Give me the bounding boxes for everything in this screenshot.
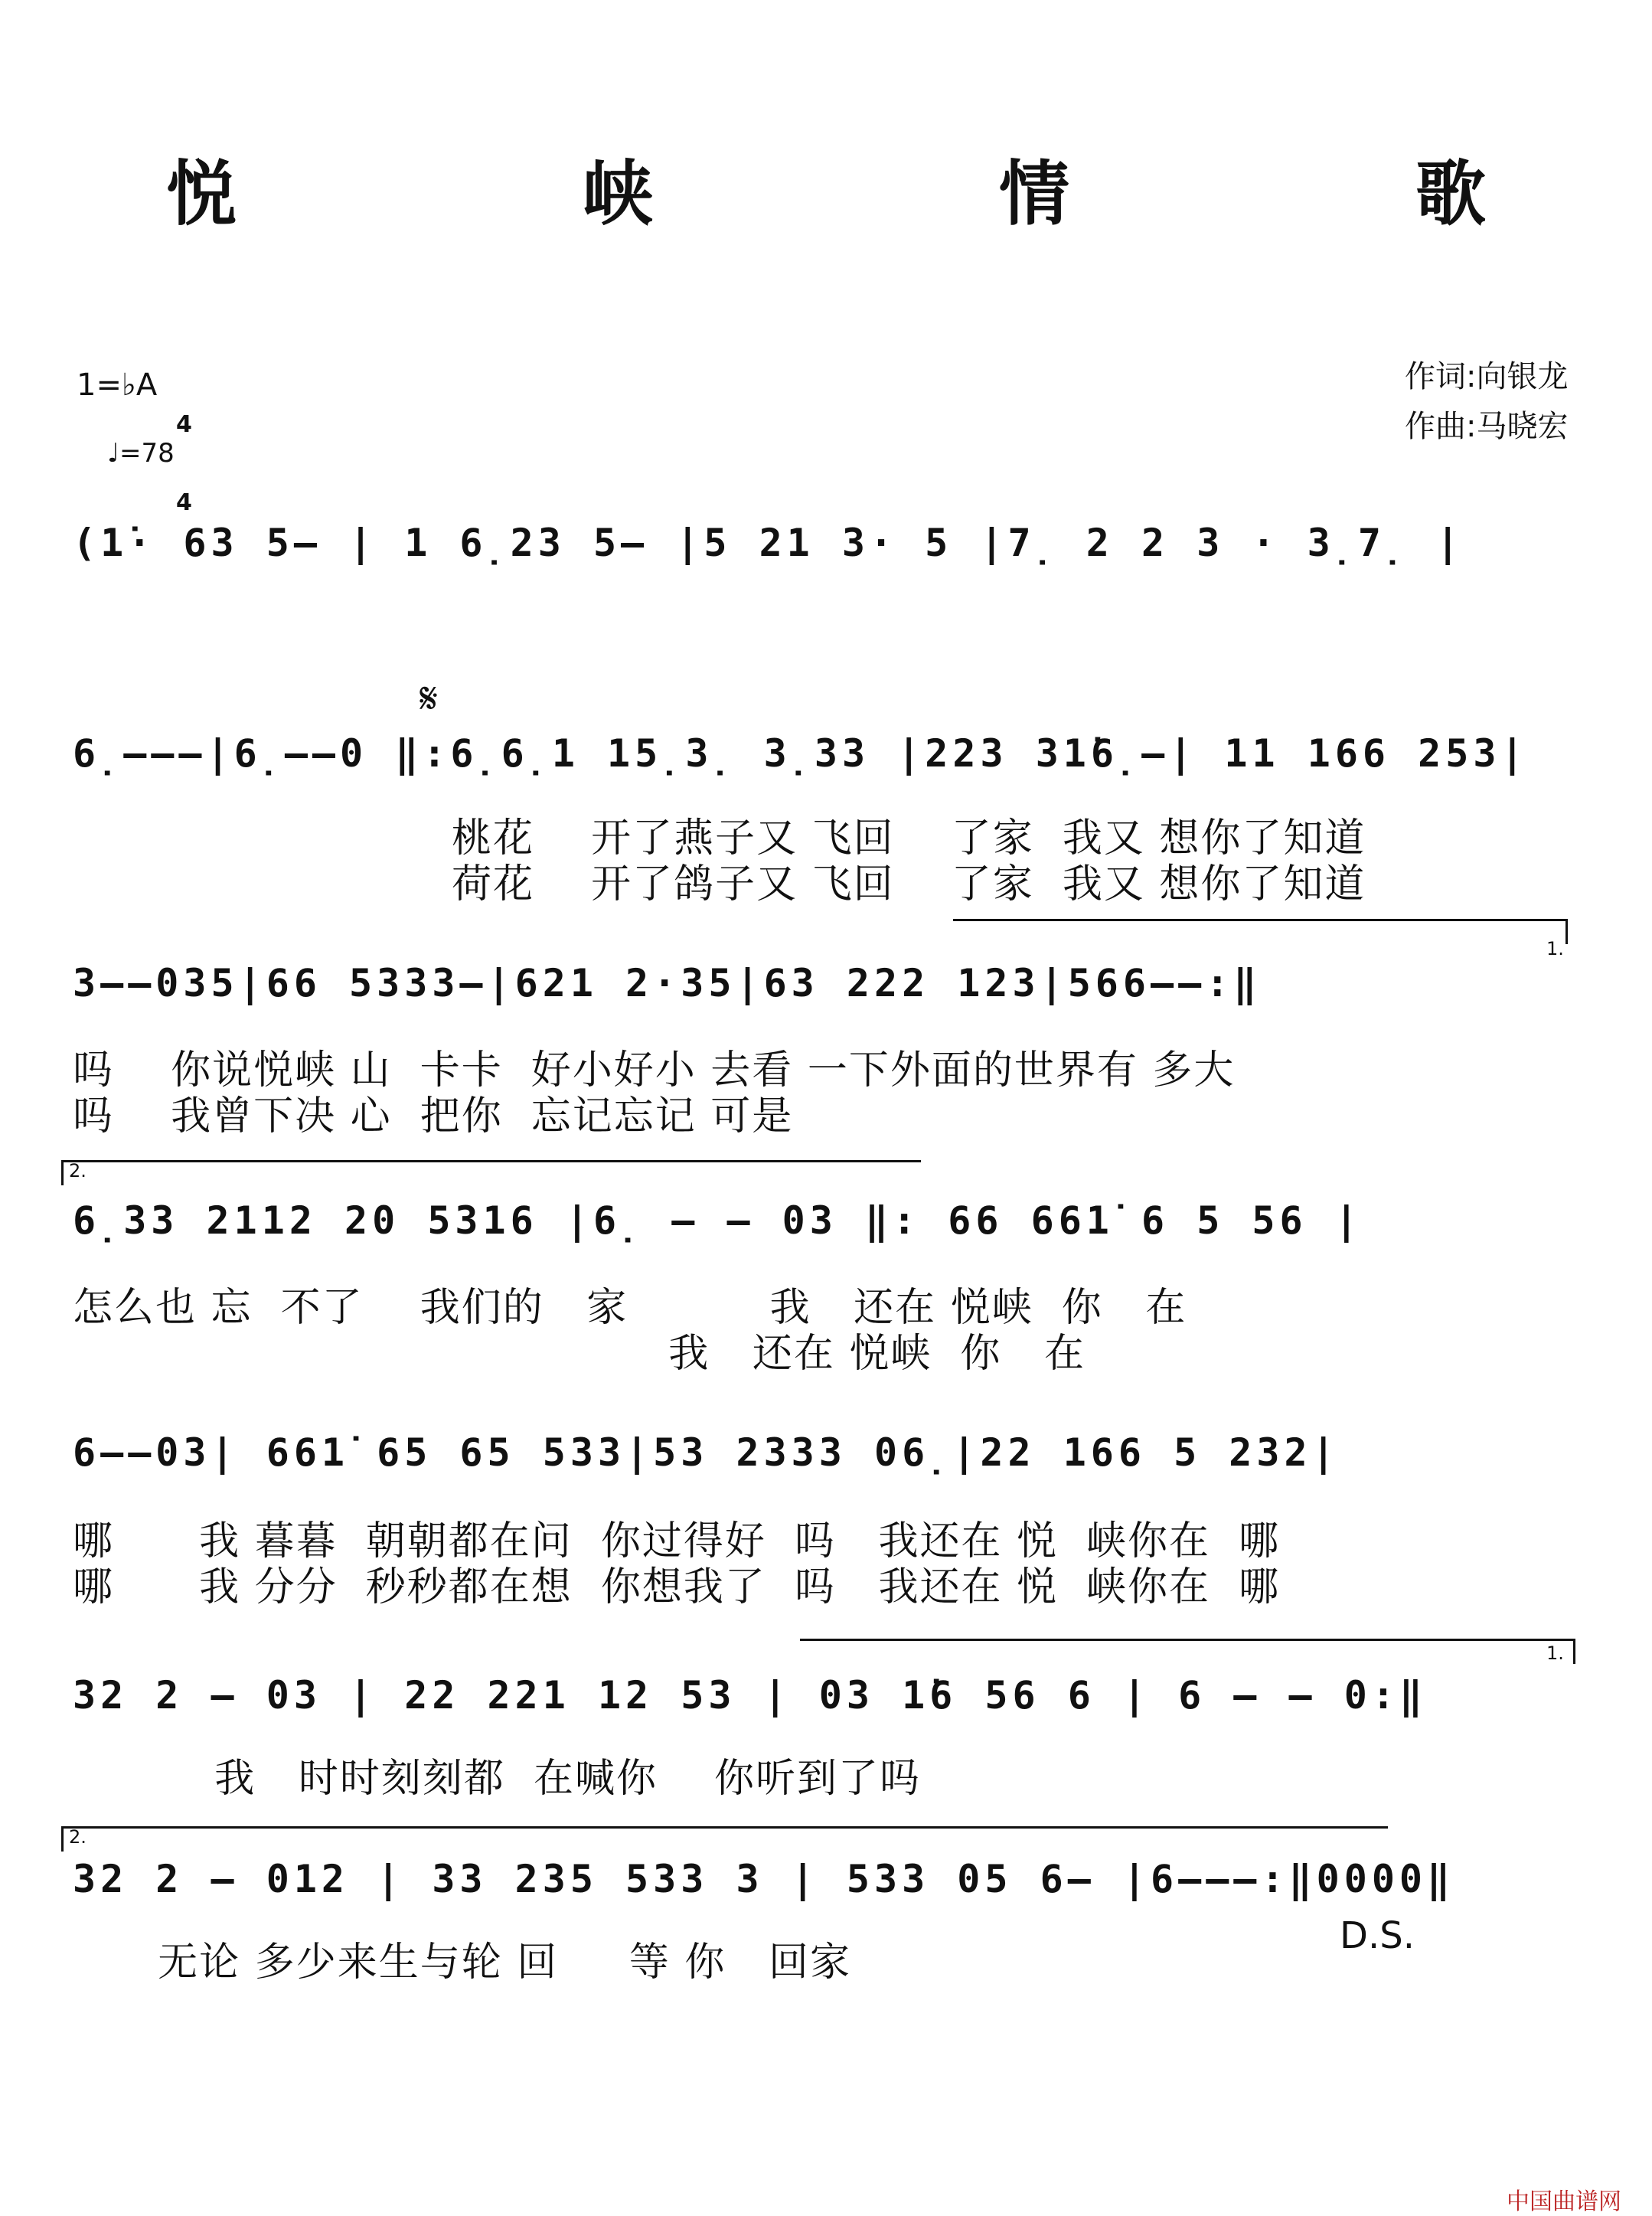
key-signature: 1=♭A [77,368,158,403]
lyric-row-3-verse-1: 吗 你说悦峡 山 卡卡 好小好小 去看 一下外面的世界有 多大 [73,1048,1236,1093]
tempo-marking: ♩=78 [107,438,175,469]
lyric-row-5-verse-2: 哪 我 分分 秒秒都在想 你想我了 吗 我还在 悦 峡你在 哪 [73,1564,1281,1610]
meter-top: 4 [176,411,192,438]
volta-bracket-2b [61,1826,1388,1852]
lyric-row-3-verse-2: 吗 我曾下决 心 把你 忘记忘记 可是 [73,1093,794,1139]
watermark-logo: 中国曲谱网 [1507,2188,1621,2215]
notation-row-4: 6̣33 2112 20 5316 |6̣ — — 03 ‖: 66 661̇ 6 5 56 | [73,1198,1363,1243]
notation-row-1: (1̇· 63 5— | 1 6̣23 5— |5 21 3· 5 |7̣ 2 2 3 · 3̣7̣ | [73,521,1464,565]
volta-number-1a: 1. [1546,938,1564,959]
lyric-row-2-verse-2: 荷花 开了鸽子又 飞回 了家 我又 想你了知道 [452,861,1366,907]
time-signature [176,360,192,542]
volta-number-1b: 1. [1546,1642,1564,1664]
lyric-row-7: 无论 多少来生与轮 回 等 你 回家 [73,1940,851,1986]
volta-number-2b: 2. [69,1826,87,1848]
volta-bracket-2a [61,1160,921,1185]
notation-row-5: 6——03| 661̇ 65 65 533|53 2333 06̣|22 166 5 232| [73,1430,1340,1475]
segno-sign: 𝄋 [420,674,439,724]
page-title: 悦 峡 情 歌 [165,152,1647,235]
meter-bottom: 4 [176,489,192,516]
lyric-row-4-verse-1: 怎么也 忘 不了 我们的 家 我 还在 悦峡 你 在 [73,1285,1187,1331]
notation-row-6: 32 2 — 03 | 22 221 12 53 | 03 1̇6 56 6 | 6 — — 0:‖ [73,1673,1428,1718]
lyric-row-6: 我 时时刻刻都 在喊你 你听到了吗 [73,1756,922,1802]
lyricist-credit: 作词:向银龙 [1405,359,1569,394]
dal-segno-marking: D.S. [1340,1914,1415,1957]
lyric-row-5-verse-1: 哪 我 暮暮 朝朝都在问 你过得好 吗 我还在 悦 峡你在 哪 [73,1518,1281,1564]
lyric-row-4-verse-2: 我 还在 悦峡 你 在 [73,1331,1086,1377]
composer-credit: 作曲:马晓宏 [1405,409,1569,444]
notation-row-3: 3——035|66 5333—|621 2·35|63 222 123|566——:‖ [73,961,1262,1005]
lyric-row-2-verse-1: 桃花 开了燕子又 飞回 了家 我又 想你了知道 [452,815,1366,861]
notation-row-2: 6̣———|6̣——0 ‖:6̣6̣1 15̣3̣ 3̣33 |223 31̇6̣—| 11 166 253| [73,731,1529,776]
notation-row-7: 32 2 — 012 | 33 235 533 3 | 533 05 6— |6———:‖0000‖ [73,1857,1455,1901]
volta-number-2a: 2. [69,1160,87,1182]
volta-bracket-1a [953,919,1568,944]
volta-bracket-1b [800,1639,1575,1664]
